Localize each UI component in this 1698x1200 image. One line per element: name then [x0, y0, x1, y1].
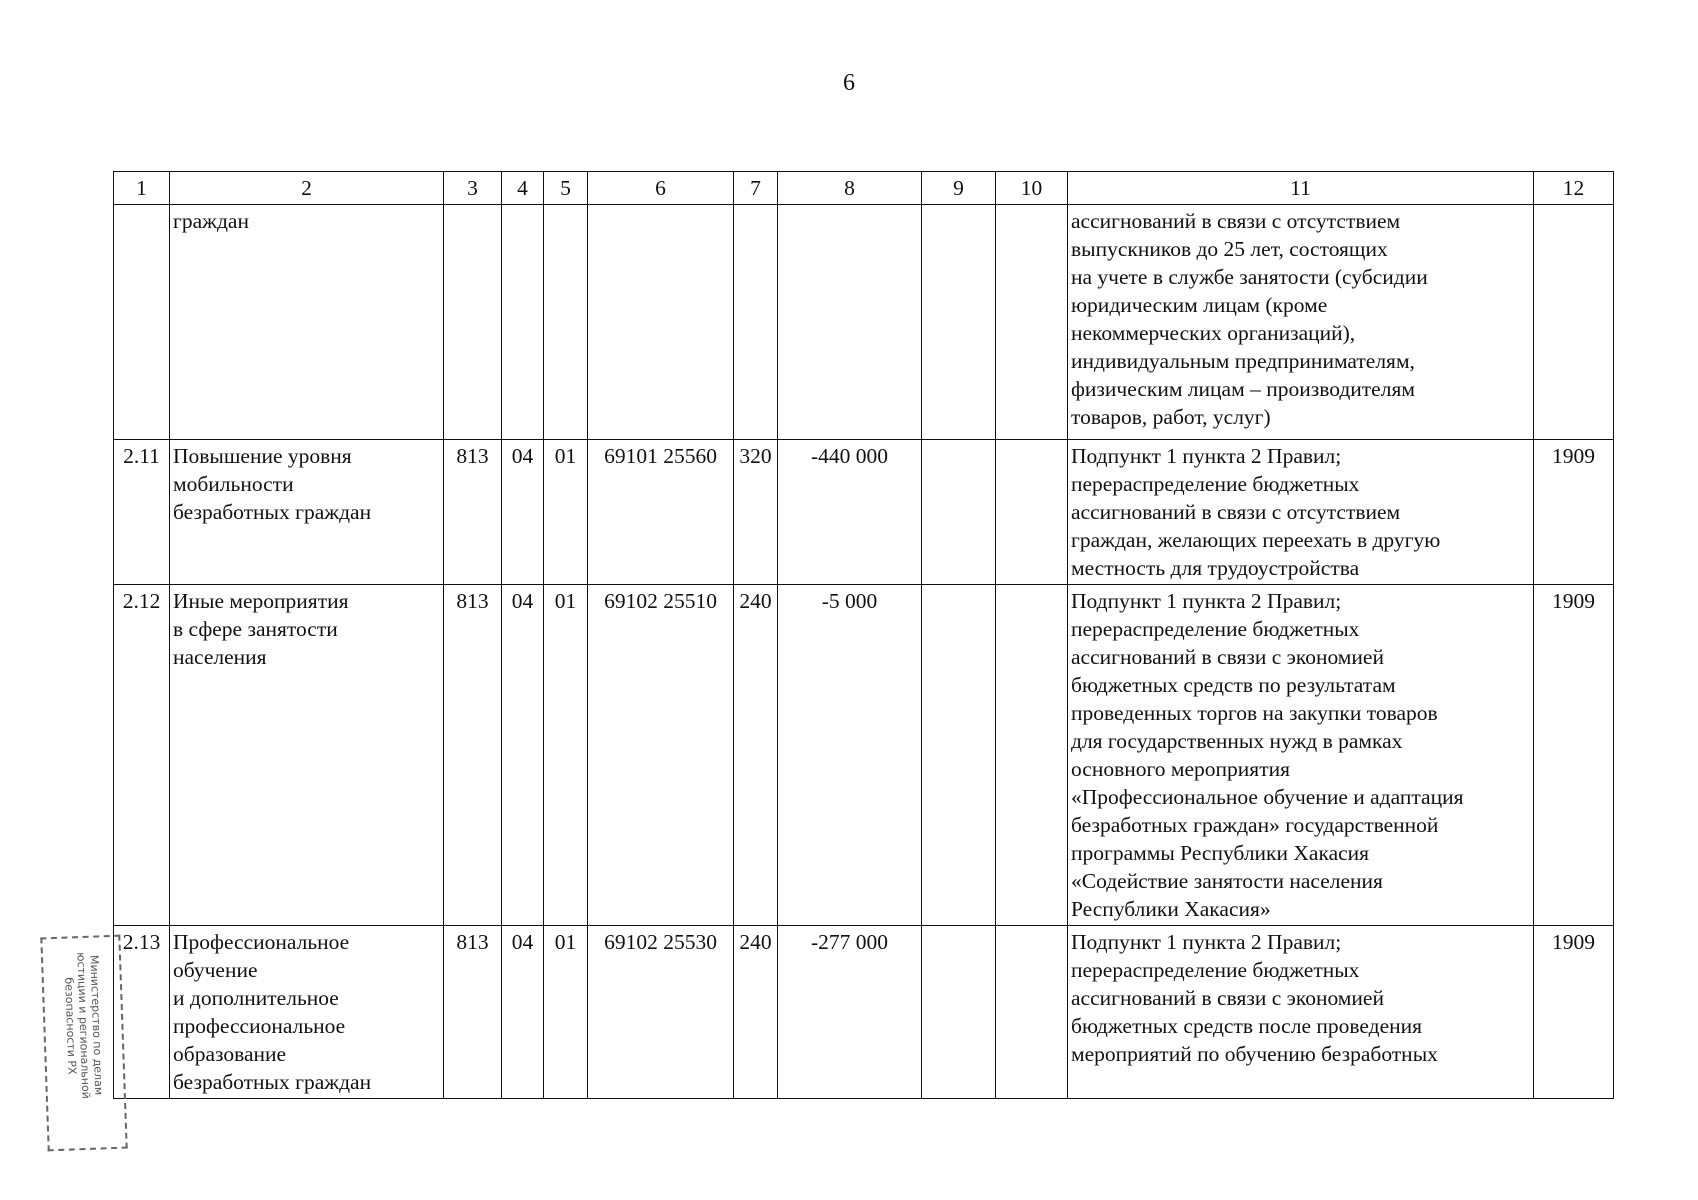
header-cell: 12 [1534, 172, 1614, 205]
header-cell: 9 [922, 172, 996, 205]
table-cell-c12: 1909 [1534, 440, 1614, 585]
table-cell-c5: 01 [544, 440, 588, 585]
table-cell-c7 [734, 205, 778, 440]
header-cell: 2 [170, 172, 444, 205]
table-cell-c10 [996, 585, 1068, 926]
header-cell: 5 [544, 172, 588, 205]
table-cell-c12: 1909 [1534, 585, 1614, 926]
table-cell-c10 [996, 440, 1068, 585]
table-cell-no: 2.13 [114, 926, 170, 1099]
header-cell: 3 [444, 172, 502, 205]
table-row [114, 440, 1614, 585]
table-cell-c3 [444, 205, 502, 440]
table-cell-name: граждан [170, 205, 444, 440]
table-cell-c5 [544, 205, 588, 440]
table-cell-c4: 04 [502, 926, 544, 1099]
table-cell-c8: -5 000 [778, 585, 922, 926]
table-row [114, 585, 1614, 926]
table-cell-c8 [778, 205, 922, 440]
table-cell-c9 [922, 205, 996, 440]
table-cell-name: Повышение уровня мобильности безработных граждан [170, 440, 444, 585]
table-cell-no: 2.12 [114, 585, 170, 926]
stamp-text: Министерство по делам юстиции и региональной безопасности РХ [62, 951, 106, 1100]
table-body [114, 205, 1614, 1099]
table-cell-desc: ассигнований в связи с отсутствием выпускников до 25 лет, состоящих на учете в службе занятости (субсидии юридическим лицам (кроме некоммерческих организаций), индивидуальным предпринимателям, физическим лицам – производителям товаров, работ, услуг) [1068, 205, 1534, 440]
table-cell-c7: 320 [734, 440, 778, 585]
table-cell-c8: -440 000 [778, 440, 922, 585]
table-cell-desc: Подпункт 1 пункта 2 Правил; перераспределение бюджетных ассигнований в связи с экономией бюджетных средств после проведения мероприятий по обучению безработных [1068, 926, 1534, 1099]
table-cell-no: 2.11 [114, 440, 170, 585]
header-cell: 8 [778, 172, 922, 205]
header-cell: 11 [1068, 172, 1534, 205]
header-cell: 1 [114, 172, 170, 205]
page-number: 6 [843, 70, 855, 96]
table-cell-c10 [996, 205, 1068, 440]
table-cell-c3: 813 [444, 926, 502, 1099]
table-cell-c5: 01 [544, 926, 588, 1099]
registration-stamp [40, 935, 127, 1152]
table-cell-c9 [922, 585, 996, 926]
header-cell: 4 [502, 172, 544, 205]
table-cell-name: Иные мероприятия в сфере занятости населения [170, 585, 444, 926]
table-cell-name: Профессиональное обучение и дополнительное профессиональное образование безработных граждан [170, 926, 444, 1099]
table-cell-c4 [502, 205, 544, 440]
table-row [114, 926, 1614, 1099]
table-cell-desc: Подпункт 1 пункта 2 Правил; перераспределение бюджетных ассигнований в связи с отсутствием граждан, желающих переехать в другую местность для трудоустройства [1068, 440, 1534, 585]
table-cell-c12: 1909 [1534, 926, 1614, 1099]
header-cell: 7 [734, 172, 778, 205]
table-cell-c5: 01 [544, 585, 588, 926]
table-cell-c6: 69102 25530 [588, 926, 734, 1099]
header-row [114, 172, 1614, 205]
table-cell-c3: 813 [444, 585, 502, 926]
table-cell-c4: 04 [502, 440, 544, 585]
table-cell-c10 [996, 926, 1068, 1099]
table-cell-c6: 69102 25510 [588, 585, 734, 926]
table-cell-c6: 69101 25560 [588, 440, 734, 585]
table-cell-desc: Подпункт 1 пункта 2 Правил; перераспределение бюджетных ассигнований в связи с экономией бюджетных средств по результатам проведенных торгов на закупки товаров для государственных нужд в рамках основного мероприятия «Профессиональное обучение и адаптация безработных граждан» государственной программы Республики Хакасия «Содействие занятости населения Республики Хакасия» [1068, 585, 1534, 926]
table-cell-c12 [1534, 205, 1614, 440]
table-cell-c3: 813 [444, 440, 502, 585]
table-cell-c9 [922, 440, 996, 585]
table-cell-c7: 240 [734, 585, 778, 926]
table-row [114, 205, 1614, 440]
table-cell-no [114, 205, 170, 440]
table-cell-c8: -277 000 [778, 926, 922, 1099]
table-cell-c9 [922, 926, 996, 1099]
table-cell-c6 [588, 205, 734, 440]
header-cell: 10 [996, 172, 1068, 205]
header-cell: 6 [588, 172, 734, 205]
budget-table [113, 171, 1614, 1099]
table-cell-c7: 240 [734, 926, 778, 1099]
table-cell-c4: 04 [502, 585, 544, 926]
